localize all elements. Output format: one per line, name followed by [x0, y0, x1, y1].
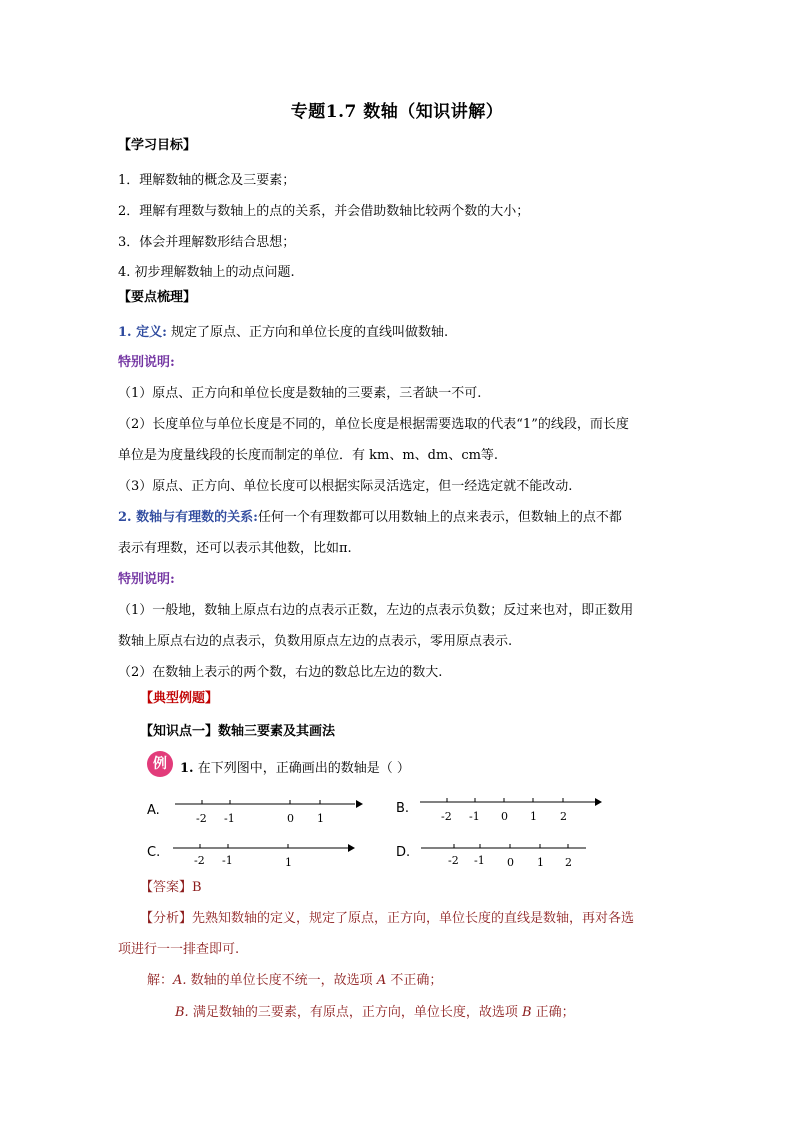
relation-text: 任何一个有理数都可以用数轴上的点来表示，但数轴上的点不都 — [257, 510, 622, 525]
solution-b-prefix: B. — [175, 1005, 189, 1020]
note-1-item-3: （3）原点、正方向、单位长度可以根据实际灵活选定，但一经选定就不能改动. — [118, 479, 573, 494]
option-c-tick-label: -1 — [222, 854, 233, 867]
goal-item-1: 1．理解数轴的概念及三要素； — [118, 173, 296, 188]
knowledge-point-1-heading: 【知识点一】数轴三要素及其画法 — [140, 724, 336, 739]
answer-line — [140, 879, 202, 897]
note-1-item-2a: （2）长度单位与单位长度是不同的，单位长度是根据需要选取的代表“1”的线段，而长度 — [118, 417, 629, 432]
example-badge: 例 — [147, 751, 173, 777]
note-2-item-1b: 数轴上原点右边的点表示，负数用原点左边的点表示，零用原点表示. — [118, 634, 513, 649]
goal-item-3: 3．体会并理解数形结合思想； — [118, 235, 296, 250]
option-b-tick-label: 0 — [501, 810, 508, 823]
option-b-label[interactable]: B. — [396, 801, 410, 816]
typical-examples-heading: 【典型例题】 — [140, 691, 219, 706]
option-b-number-line[interactable] — [415, 794, 605, 828]
question-number: 1. — [180, 761, 194, 776]
solution-b-text: 满足数轴的三要素，有原点，正方向，单位长度，故选项 — [188, 1005, 522, 1020]
definition-text: 规定了原点、正方向和单位长度的直线叫做数轴. — [166, 325, 449, 340]
special-note-1-label: 特别说明: — [118, 355, 175, 370]
option-a-tick-label: 1 — [317, 812, 324, 825]
solution-label: 解： — [147, 973, 174, 988]
note-1-item-1: （1）原点、正方向和单位长度是数轴的三要素，三者缺一不可. — [118, 386, 482, 401]
special-note-2-label: 特别说明: — [118, 572, 175, 587]
goal-item-2: 2．理解有理数与数轴上的点的关系，并会借助数轴比较两个数的大小； — [118, 204, 530, 219]
question-text: 在下列图中，正确画出的数轴是（ ） — [197, 761, 410, 776]
option-c-label[interactable]: C. — [147, 845, 161, 860]
learning-goals-heading: 【学习目标】 — [118, 138, 197, 153]
option-a-label[interactable]: A. — [147, 803, 160, 818]
option-c-tick-label: 1 — [285, 856, 292, 869]
solution-a-option: A — [376, 973, 387, 988]
solution-line-a — [147, 972, 442, 990]
definition-line — [118, 324, 448, 342]
solution-b-option: B — [521, 1005, 532, 1020]
option-c-number-line[interactable] — [168, 840, 363, 874]
option-d-tick-label: 2 — [565, 856, 572, 869]
solution-a-end: 不正确； — [386, 973, 443, 988]
option-c-tick-label: -2 — [194, 854, 205, 867]
solution-a-text: 数轴的单位长度不统一，故选项 — [186, 973, 377, 988]
option-a-number-line[interactable] — [170, 796, 365, 830]
note-2-item-2: （2）在数轴上表示的两个数，右边的数总比左边的数大. — [118, 665, 443, 680]
option-d-tick-label: 0 — [507, 856, 514, 869]
question-line — [180, 760, 410, 778]
note-1-item-2b: 单位是为度量线段的长度而制定的单位．有 km、m、dm、cm等. — [118, 448, 499, 463]
analysis-line — [140, 910, 634, 928]
analysis-text: 先熟知数轴的定义，规定了原点，正方向，单位长度的直线是数轴，再对各选 — [192, 911, 635, 926]
option-a-tick-label: -2 — [196, 812, 207, 825]
option-d-tick-label: -1 — [474, 854, 485, 867]
solution-b-end: 正确； — [531, 1005, 575, 1020]
page-title: 专题1.7 数轴（知识讲解） — [290, 102, 504, 122]
solution-a-prefix: A. — [173, 973, 187, 988]
option-b-tick-label: -1 — [469, 810, 480, 823]
answer-label: 【答案】 — [140, 880, 193, 895]
option-a-tick-label: -1 — [224, 812, 235, 825]
relation-line — [118, 509, 622, 527]
option-d-number-line[interactable] — [416, 840, 596, 874]
note-2-item-1a: （1）一般地，数轴上原点右边的点表示正数，左边的点表示负数；反过来也对，即正数用 — [118, 603, 634, 618]
definition-label: 1. 定义: — [118, 325, 167, 340]
option-d-label[interactable]: D. — [396, 845, 411, 860]
option-d-tick-label: -2 — [448, 854, 459, 867]
relation-line-2: 表示有理数，还可以表示其他数，比如π. — [118, 541, 352, 556]
option-d-tick-label: 1 — [537, 856, 544, 869]
answer-value: B — [192, 880, 202, 895]
solution-line-b — [175, 1004, 575, 1022]
relation-label: 2. 数轴与有理数的关系: — [118, 510, 258, 525]
analysis-line-2: 项进行一一排查即可. — [118, 942, 240, 957]
option-b-tick-label: -2 — [441, 810, 452, 823]
option-b-tick-label: 1 — [530, 810, 537, 823]
goal-item-4: 4. 初步理解数轴上的动点问题. — [118, 265, 295, 280]
option-b-tick-label: 2 — [560, 810, 567, 823]
key-points-heading: 【要点梳理】 — [118, 290, 197, 305]
option-a-tick-label: 0 — [287, 812, 294, 825]
analysis-label: 【分析】 — [140, 911, 193, 926]
